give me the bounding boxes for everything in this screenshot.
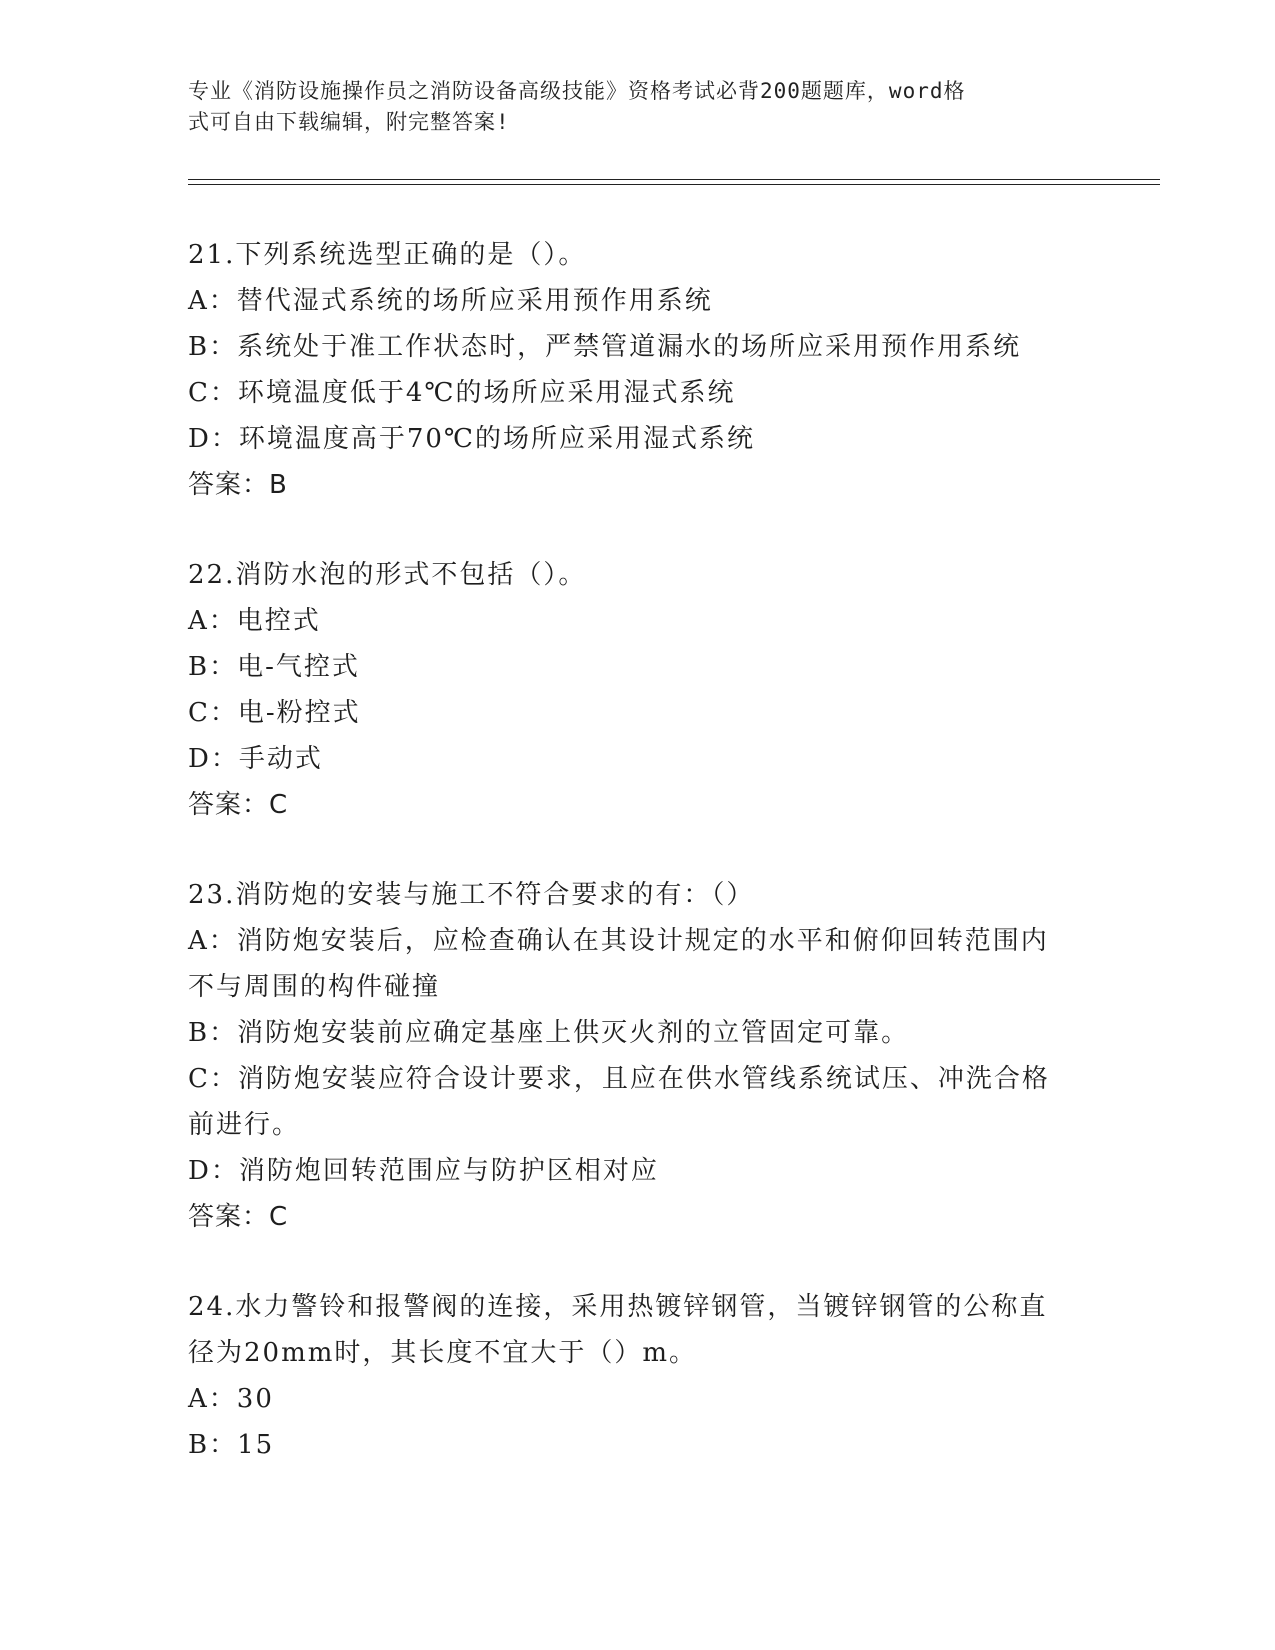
option-a: A：替代湿式系统的场所应采用预作用系统 <box>188 286 713 316</box>
header-line-1: 专业《消防设施操作员之消防设备高级技能》资格考试必背200题题库，word格 <box>188 79 966 103</box>
header-divider-top <box>188 179 1160 180</box>
question-list <box>188 232 1088 1512</box>
question-stem: 24.水力警铃和报警阀的连接，采用热镀锌钢管，当镀锌钢管的公称直 <box>188 1292 1048 1322</box>
question-stem: 21.下列系统选型正确的是（）。 <box>188 240 587 270</box>
header-line-2: 式可自由下载编辑，附完整答案! <box>188 110 510 134</box>
header-divider-bottom <box>188 184 1160 185</box>
option-d: D：环境温度高于70℃的场所应采用湿式系统 <box>188 424 756 454</box>
answer-label: 答案：C <box>188 1202 289 1232</box>
option-a: A：消防炮安装后，应检查确认在其设计规定的水平和俯仰回转范围内 <box>188 926 1049 956</box>
option-d: D：手动式 <box>188 744 323 774</box>
option-b: B：电-气控式 <box>188 652 360 682</box>
option-d: D：消防炮回转范围应与防护区相对应 <box>188 1156 659 1186</box>
option-b: B：消防炮安装前应确定基座上供灭火剂的立管固定可靠。 <box>188 1018 910 1048</box>
question-22 <box>188 552 1088 828</box>
option-a: A：电控式 <box>188 606 321 636</box>
answer-label: 答案：B <box>188 470 288 500</box>
document-header <box>188 76 1068 138</box>
question-stem-continued: 径为20mm时，其长度不宜大于（）m。 <box>188 1338 698 1368</box>
option-c: C：环境温度低于4℃的场所应采用湿式系统 <box>188 378 736 408</box>
answer-label: 答案：C <box>188 790 289 820</box>
option-c: C：消防炮安装应符合设计要求，且应在供水管线系统试压、冲洗合格 <box>188 1064 1050 1094</box>
option-c-continued: 前进行。 <box>188 1110 301 1140</box>
option-a-continued: 不与周围的构件碰撞 <box>188 972 441 1002</box>
option-b: B：系统处于准工作状态时，严禁管道漏水的场所应采用预作用系统 <box>188 332 1022 362</box>
question-23 <box>188 872 1088 1240</box>
option-a: A：30 <box>188 1384 274 1414</box>
option-b: B：15 <box>188 1430 275 1460</box>
option-c: C：电-粉控式 <box>188 698 361 728</box>
question-24 <box>188 1284 1088 1468</box>
question-21 <box>188 232 1088 508</box>
question-stem: 22.消防水泡的形式不包括（）。 <box>188 560 587 590</box>
question-stem: 23.消防炮的安装与施工不符合要求的有：（） <box>188 880 755 910</box>
